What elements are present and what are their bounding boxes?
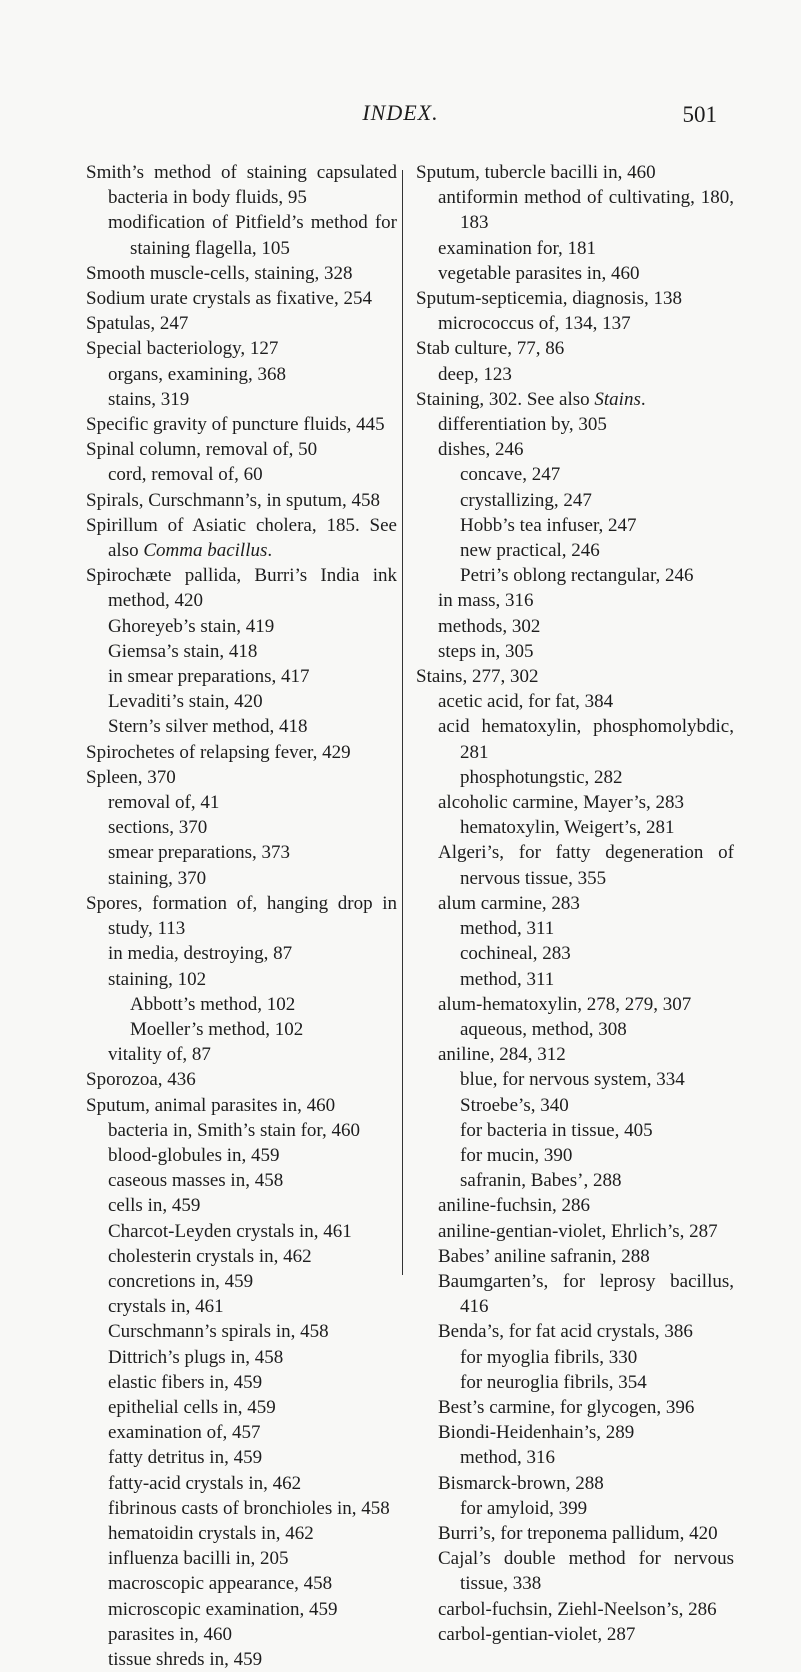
index-entry: macroscopic appearance, 458 — [108, 1573, 333, 1595]
index-entry: acetic acid, for fat, 384 — [438, 691, 614, 713]
index-entry: in smear preparations, 417 — [108, 666, 310, 688]
index-entry: phosphotungstic, 282 — [460, 766, 623, 788]
index-entry: tissue shreds in, 459 — [108, 1648, 263, 1670]
index-entry: Hobb’s tea infuser, 247 — [460, 514, 637, 536]
page-header — [0, 100, 801, 140]
index-entry: Smooth muscle-cells, staining, 328 — [86, 262, 353, 284]
index-entry: vegetable parasites in, 460 — [438, 262, 640, 284]
index-entry: influenza bacilli in, 205 — [108, 1548, 289, 1570]
left-index-column — [86, 160, 397, 1672]
index-entry: Levaditi’s stain, 420 — [108, 691, 263, 713]
index-entry: Specific gravity of puncture fluids, 445 — [86, 414, 385, 436]
index-entry: Spirochæte pallida, Burri’s India ink method, 420 — [86, 565, 397, 612]
index-entry: Ghoreyeb’s stain, 419 — [108, 615, 275, 637]
index-entry: steps in, 305 — [438, 640, 534, 662]
index-entry: Spirillum of Asiatic cholera, 185. See also Comma bacillus. — [86, 514, 397, 562]
index-entry: Special bacteriology, 127 — [86, 338, 279, 360]
index-entry: Burri’s, for treponema pallidum, 420 — [438, 1522, 718, 1544]
index-entry: antiformin method of cultivating, 180, 183 — [438, 187, 734, 234]
index-entry: removal of, 41 — [108, 792, 220, 814]
index-entry: differentiation by, 305 — [438, 414, 607, 436]
index-entry: Algeri’s, for fatty degeneration of nervous tissue, 355 — [438, 842, 734, 889]
index-entry: elastic fibers in, 459 — [108, 1371, 263, 1393]
index-entry: microscopic examination, 459 — [108, 1598, 338, 1620]
index-entry: alum carmine, 283 — [438, 892, 580, 914]
index-entry: Baumgarten’s, for leprosy bacillus, 416 — [438, 1270, 734, 1318]
index-entry: Stroebe’s, 340 — [460, 1094, 569, 1116]
index-entry: sections, 370 — [108, 817, 208, 839]
index-entry: concave, 247 — [460, 464, 561, 486]
index-entry: in mass, 316 — [438, 590, 534, 612]
index-entry: method, 316 — [460, 1447, 555, 1469]
index-entry: fatty-acid crystals in, 462 — [108, 1472, 302, 1494]
index-entry: Staining, 302. See also Stains. — [416, 388, 646, 410]
index-entry: Sporozoa, 436 — [86, 1069, 196, 1091]
index-entry: staining, 370 — [108, 867, 207, 889]
index-entry: caseous masses in, 458 — [108, 1170, 284, 1192]
index-entry: acid hematoxylin, phosphomolybdic, 281 — [438, 716, 734, 763]
index-entry: examination for, 181 — [438, 237, 597, 259]
index-entry: fibrinous casts of bronchioles in, 458 — [108, 1497, 390, 1519]
index-entry: deep, 123 — [438, 363, 512, 385]
index-entry: aniline-gentian-violet, Ehrlich’s, 287 — [438, 1220, 718, 1242]
index-entry: aniline, 284, 312 — [438, 1044, 566, 1066]
index-entry: carbol-gentian-violet, 287 — [438, 1623, 636, 1645]
index-entry: epithelial cells in, 459 — [108, 1396, 276, 1418]
index-entry: Spatulas, 247 — [86, 313, 189, 335]
index-entry: method, 311 — [460, 918, 555, 940]
index-entry: for amyloid, 399 — [460, 1497, 588, 1519]
index-entry: aniline-fuchsin, 286 — [438, 1195, 590, 1217]
index-entry: Spinal column, removal of, 50 — [86, 439, 318, 461]
index-entry: Spirochetes of relapsing fever, 429 — [86, 741, 351, 763]
index-entry: examination of, 457 — [108, 1422, 261, 1444]
index-entry: Benda’s, for fat acid crystals, 386 — [438, 1321, 693, 1343]
index-entry: Giemsa’s stain, 418 — [108, 640, 258, 662]
index-entry: for myoglia fibrils, 330 — [460, 1346, 638, 1368]
index-entry: Petri’s oblong rectangular, 246 — [460, 565, 694, 587]
index-entry: modification of Pitfield’s method for staining flagella, 105 — [108, 212, 397, 259]
index-entry: blood-globules in, 459 — [108, 1144, 280, 1166]
index-entry: cord, removal of, 60 — [108, 464, 263, 486]
index-entry: Cajal’s double method for nervous tissue, 338 — [438, 1548, 734, 1595]
right-index-column — [416, 160, 734, 1647]
index-entry: parasites in, 460 — [108, 1623, 233, 1645]
index-entry: organs, examining, 368 — [108, 363, 287, 385]
index-entry: Abbott’s method, 102 — [130, 993, 296, 1015]
index-entry: cells in, 459 — [108, 1195, 201, 1217]
column-divider — [402, 170, 403, 1275]
index-entry: method, 311 — [460, 968, 555, 990]
index-entry: crystals in, 461 — [108, 1296, 224, 1318]
index-entry: Babes’ aniline safranin, 288 — [438, 1245, 650, 1267]
index-entry: smear preparations, 373 — [108, 842, 291, 864]
index-entry: stains, 319 — [108, 388, 190, 410]
index-entry: safranin, Babes’, 288 — [460, 1170, 622, 1192]
index-entry: for mucin, 390 — [460, 1144, 573, 1166]
index-entry: bacteria in, Smith’s stain for, 460 — [108, 1119, 361, 1141]
index-entry: cholesterin crystals in, 462 — [108, 1245, 312, 1267]
index-entry: concretions in, 459 — [108, 1270, 254, 1292]
index-entry: Bismarck-brown, 288 — [438, 1472, 604, 1494]
index-entry: methods, 302 — [438, 615, 541, 637]
index-entry: in media, destroying, 87 — [108, 943, 293, 965]
index-entry: hematoidin crystals in, 462 — [108, 1522, 314, 1544]
index-entry: Moeller’s method, 102 — [130, 1018, 304, 1040]
index-entry: Stains, 277, 302 — [416, 666, 539, 688]
index-entry: blue, for nervous system, 334 — [460, 1069, 685, 1091]
index-entry: cochineal, 283 — [460, 943, 571, 965]
index-entry: crystallizing, 247 — [460, 489, 592, 511]
index-entry: Curschmann’s spirals in, 458 — [108, 1321, 329, 1343]
index-entry: Spleen, 370 — [86, 766, 176, 788]
index-entry: Dittrich’s plugs in, 458 — [108, 1346, 284, 1368]
index-entry: aqueous, method, 308 — [460, 1018, 627, 1040]
index-entry: new practical, 246 — [460, 540, 600, 562]
index-entry: Stern’s silver method, 418 — [108, 716, 308, 738]
index-entry: dishes, 246 — [438, 439, 524, 461]
index-entry: Charcot-Leyden crystals in, 461 — [108, 1220, 352, 1242]
index-entry: hematoxylin, Weigert’s, 281 — [460, 817, 675, 839]
running-title: INDEX. — [362, 100, 439, 125]
page-number: 501 — [682, 102, 717, 127]
index-entry: staining, 102 — [108, 968, 207, 990]
index-entry: Sputum, tubercle bacilli in, 460 — [416, 162, 656, 183]
index-entry: Best’s carmine, for glycogen, 396 — [438, 1396, 695, 1418]
index-entry: Smith’s method of staining capsulated bacteria in body fluids, 95 — [86, 162, 397, 209]
index-entry: micrococcus of, 134, 137 — [438, 313, 631, 335]
index-entry: for bacteria in tissue, 405 — [460, 1119, 653, 1141]
index-entry: alcoholic carmine, Mayer’s, 283 — [438, 792, 685, 814]
index-entry: Sodium urate crystals as fixative, 254 — [86, 288, 372, 310]
index-entry: alum-hematoxylin, 278, 279, 307 — [438, 993, 692, 1015]
index-entry: carbol-fuchsin, Ziehl-Neelson’s, 286 — [438, 1598, 717, 1620]
index-entry: vitality of, 87 — [108, 1044, 211, 1066]
index-entry: Sputum, animal parasites in, 460 — [86, 1094, 336, 1116]
index-entry: Biondi-Heidenhain’s, 289 — [438, 1422, 635, 1444]
index-entry: fatty detritus in, 459 — [108, 1447, 263, 1469]
index-entry: Spores, formation of, hanging drop in study, 113 — [86, 892, 397, 940]
index-entry: Stab culture, 77, 86 — [416, 338, 565, 360]
index-entry: Sputum-septicemia, diagnosis, 138 — [416, 288, 682, 310]
index-entry: Spirals, Curschmann’s, in sputum, 458 — [86, 489, 380, 511]
index-entry: for neuroglia fibrils, 354 — [460, 1371, 647, 1393]
